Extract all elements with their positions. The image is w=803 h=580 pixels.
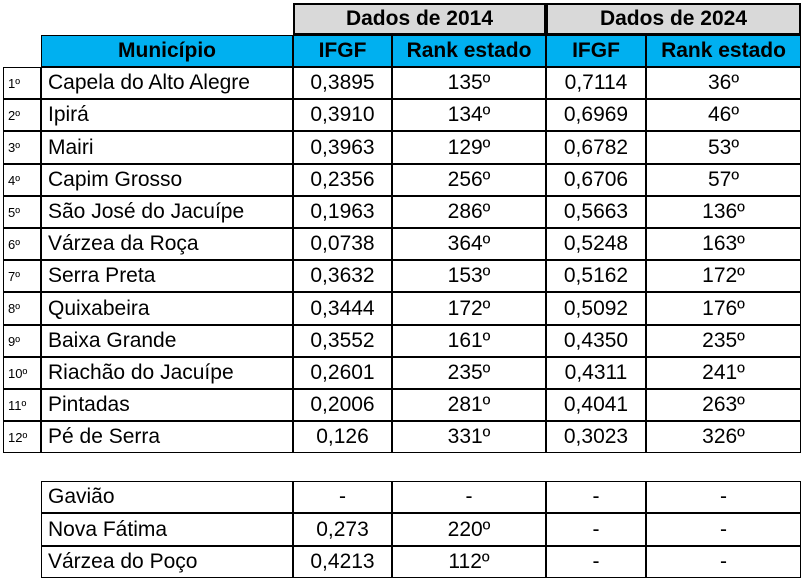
municipio-name: Várzea do Poço — [41, 546, 293, 578]
rank-2014-value: 256º — [392, 164, 546, 196]
rank-2024-value: - — [646, 546, 801, 578]
ifgf-2014-value: - — [293, 481, 392, 513]
row-position: 6º — [3, 228, 41, 260]
rank-2014-value: 364º — [392, 228, 546, 260]
column-header-municipio: Município — [41, 35, 293, 67]
ifgf-2024-value: 0,6969 — [546, 99, 646, 131]
rank-2024-value: 136º — [646, 196, 801, 228]
municipio-name: Nova Fátima — [41, 513, 293, 546]
municipio-name: Capela do Alto Alegre — [41, 67, 293, 99]
rank-2024-value: 172º — [646, 260, 801, 292]
municipio-name: Pé de Serra — [41, 421, 293, 453]
rank-2024-value: 241º — [646, 357, 801, 389]
rank-2014-value: 235º — [392, 357, 546, 389]
rank-2014-value: 135º — [392, 67, 546, 99]
ifgf-2014-value: 0,3895 — [293, 67, 392, 99]
ifgf-2014-value: 0,3444 — [293, 292, 392, 325]
row-position: 2º — [3, 99, 41, 131]
municipio-name: São José do Jacuípe — [41, 196, 293, 228]
ifgf-2024-value: - — [546, 546, 646, 578]
ifgf-2014-value: 0,3963 — [293, 131, 392, 164]
row-position: 8º — [3, 292, 41, 325]
ifgf-2024-value: - — [546, 513, 646, 546]
ifgf-2024-value: 0,5162 — [546, 260, 646, 292]
rank-2014-value: 220º — [392, 513, 546, 546]
ifgf-2014-value: 0,3632 — [293, 260, 392, 292]
rank-2024-value: - — [646, 513, 801, 546]
row-position: 7º — [3, 260, 41, 292]
rank-2014-value: 112º — [392, 546, 546, 578]
column-header-ifgf-2014: IFGF — [293, 35, 392, 67]
ifgf-2024-value: 0,3023 — [546, 421, 646, 453]
ifgf-2024-value: - — [546, 481, 646, 513]
ifgf-2024-value: 0,6706 — [546, 164, 646, 196]
ifgf-2014-value: 0,3552 — [293, 325, 392, 357]
municipio-name: Gavião — [41, 481, 293, 513]
ifgf-2014-value: 0,3910 — [293, 99, 392, 131]
municipio-name: Mairi — [41, 131, 293, 164]
ifgf-2024-value: 0,4041 — [546, 389, 646, 421]
ifgf-2014-value: 0,126 — [293, 421, 392, 453]
rank-2014-value: 161º — [392, 325, 546, 357]
column-header-rank-2014: Rank estado — [392, 35, 546, 67]
ifgf-2014-value: 0,2006 — [293, 389, 392, 421]
rank-2014-value: 286º — [392, 196, 546, 228]
row-position: 12º — [3, 421, 41, 453]
row-position: 9º — [3, 325, 41, 357]
row-position: 11º — [3, 389, 41, 421]
municipio-name: Ipirá — [41, 99, 293, 131]
ifgf-2024-value: 0,5663 — [546, 196, 646, 228]
ifgf-2014-value: 0,1963 — [293, 196, 392, 228]
rank-2024-value: 263º — [646, 389, 801, 421]
ifgf-2024-value: 0,7114 — [546, 67, 646, 99]
municipio-name: Riachão do Jacuípe — [41, 357, 293, 389]
ifgf-2014-value: 0,273 — [293, 513, 392, 546]
ifgf-2014-value: 0,0738 — [293, 228, 392, 260]
municipio-name: Pintadas — [41, 389, 293, 421]
municipio-name: Quixabeira — [41, 292, 293, 325]
ifgf-2024-value: 0,4350 — [546, 325, 646, 357]
municipio-name: Baixa Grande — [41, 325, 293, 357]
row-position: 1º — [3, 67, 41, 99]
municipio-name: Serra Preta — [41, 260, 293, 292]
group-header-2014: Dados de 2014 — [293, 3, 546, 35]
ifgf-2014-value: 0,2356 — [293, 164, 392, 196]
ifgf-2024-value: 0,5248 — [546, 228, 646, 260]
rank-2014-value: 153º — [392, 260, 546, 292]
rank-2024-value: 46º — [646, 99, 801, 131]
column-header-ifgf-2024: IFGF — [546, 35, 646, 67]
column-header-rank-2024: Rank estado — [646, 35, 801, 67]
rank-2014-value: 331º — [392, 421, 546, 453]
ifgf-2024-value: 0,6782 — [546, 131, 646, 164]
rank-2024-value: 235º — [646, 325, 801, 357]
ifgf-2014-value: 0,4213 — [293, 546, 392, 578]
rank-2014-value: - — [392, 481, 546, 513]
rank-2014-value: 281º — [392, 389, 546, 421]
rank-2024-value: 176º — [646, 292, 801, 325]
municipio-name: Várzea da Roça — [41, 228, 293, 260]
group-header-2024: Dados de 2024 — [546, 3, 801, 35]
rank-2024-value: - — [646, 481, 801, 513]
row-position: 4º — [3, 164, 41, 196]
rank-2024-value: 36º — [646, 67, 801, 99]
rank-2024-value: 57º — [646, 164, 801, 196]
row-position: 3º — [3, 131, 41, 164]
row-position: 5º — [3, 196, 41, 228]
rank-2014-value: 134º — [392, 99, 546, 131]
rank-2014-value: 129º — [392, 131, 546, 164]
rank-2024-value: 163º — [646, 228, 801, 260]
ifgf-2024-value: 0,5092 — [546, 292, 646, 325]
municipio-name: Capim Grosso — [41, 164, 293, 196]
ifgf-2024-value: 0,4311 — [546, 357, 646, 389]
rank-2024-value: 53º — [646, 131, 801, 164]
ifgf-2014-value: 0,2601 — [293, 357, 392, 389]
rank-2024-value: 326º — [646, 421, 801, 453]
row-position: 10º — [3, 357, 41, 389]
rank-2014-value: 172º — [392, 292, 546, 325]
